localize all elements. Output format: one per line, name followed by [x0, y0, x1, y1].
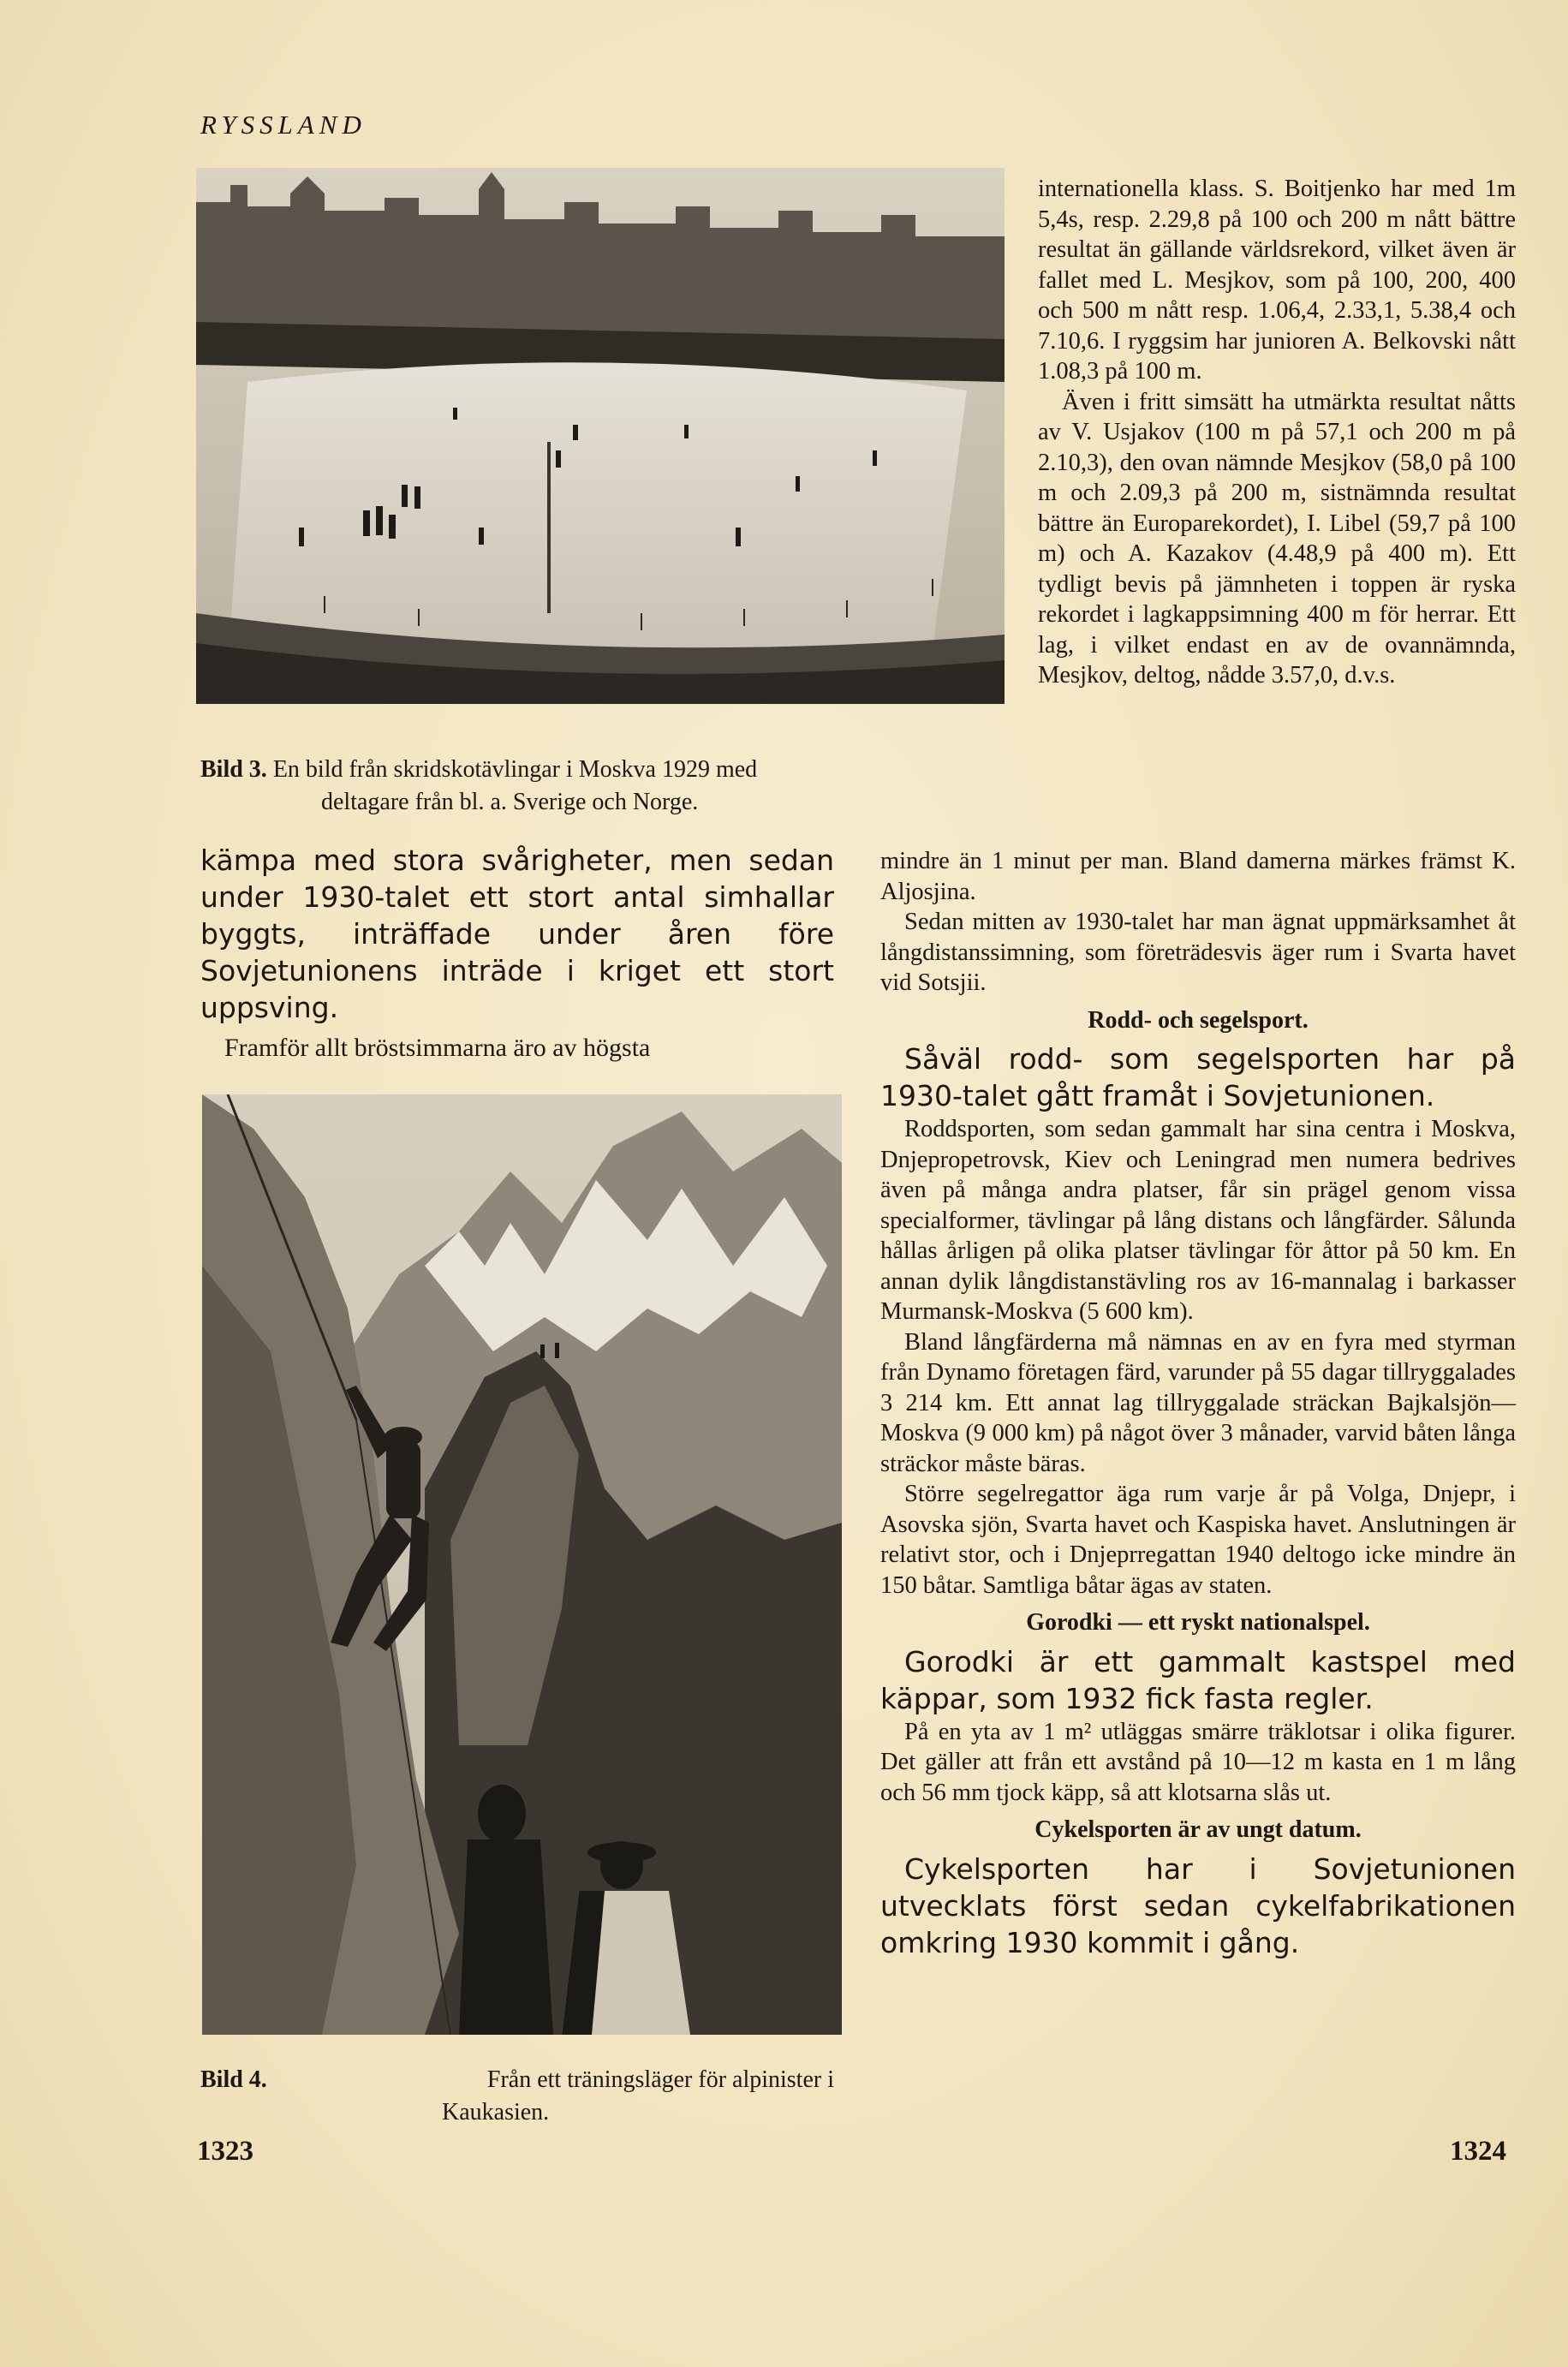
photo-alpinists [202, 1094, 842, 2035]
right-column-upper [1038, 174, 1516, 691]
photo-skating-rink [196, 168, 1005, 704]
distance-paragraph: Sedan mitten av 1930-talet har man ägnat uppmärksamhet åt långdistanssimning, som företrädesvis äger rum i Svarta havet vid Sotsjii. [880, 909, 1516, 996]
caption-bild-4-text: Från ett träningsläger för alpinister i [486, 2066, 834, 2093]
swim-paragraph: internationella klass. S. Boitjenko har med 1m 5,4s, resp. 2.29,8 på 100 och 200 m nått bättre resultat än gällande världsrekord, vilket även är fallet med L. Mesjkov, som på 100, 200, 400 och 500 m nått resp. 1.06,4, 2.33,1, 5.38,4 och 7.10,6. I ryggsim har junioren A. Belkovski nått 1.08,3 på 100 m. [1038, 176, 1516, 385]
heading-gorodki: Gorodki — ett ryskt nationalspel. [1026, 1609, 1370, 1636]
caption-bild-3-line2: deltagare från bl. a. Sverige och Norge. [321, 789, 699, 815]
left-paragraph-next-line: Framför allt bröstsimmarna äro av högsta [224, 1034, 651, 1062]
running-header: RYSSLAND [200, 110, 367, 140]
caption-bild-3-label: Bild 3. [200, 756, 267, 783]
gorodki-lead: Gorodki är ett gammalt kastspel med käppar, som 1932 fick fasta regler. [880, 1644, 1516, 1715]
rodd-lead: Såväl rodd- som segelsporten har på 1930-talet gått framåt i Sovjetunionen. [880, 1042, 1516, 1112]
caption-bild-4-line2: Kaukasien. [442, 2099, 550, 2126]
alpinists-image [202, 1094, 842, 2035]
left-column-text [200, 842, 834, 1065]
right-column-lower [880, 846, 1516, 1961]
freestyle-paragraph: Även i fritt simsätt ha utmärkta resultat nåtts av V. Usjakov (100 m på 57,1 och 200 m på 2.10,3), den ovan nämnde Mesjkov (58,0 på 100 m och 2.09,3 på 200 m, sistnämnda resultat bättre än Europarekordet), I. Libel (59,7 på 100 m) och A. Kazakov (4.48,9 på 400 m). Ett tydligt bevis på jämnheten i toppen är ryska rekordet i lagkappsimning 400 m för herrar. Ett lag, i vilket endast en av de ovannämnda, Mesjkov, deltog, nådde 3.57,0, d.v.s. [1038, 388, 1516, 689]
page-number-right: 1324 [1450, 2136, 1506, 2167]
left-paragraph-continuation: kämpa med stora svårigheter, men sedan under 1930-talet ett stort antal simhallar byggts, inträffade under åren före Sovjetunionens inträde i kriget ett stort uppsving. [200, 844, 834, 1024]
rodd-paragraph-3: Större segelregattor äga rum varje år på Volga, Dnjepr, i Asovska sjön, Svarta havet och Kaspiska havet. Anslutningen är relativt stor, och i Dnjeprregattan 1940 deltogo icke mindre än 150 båtar. Samtliga båtar ägas av staten. [880, 1481, 1516, 1599]
heading-cykel: Cykelsporten är av ungt datum. [1034, 1816, 1362, 1843]
cykel-lead: Cykelsporten har i Sovjetunionen utvecklats först sedan cykelfabrikationen omkring 1930 kommit i gång. [880, 1851, 1516, 1959]
rodd-paragraph-2: Bland långfärderna må nämnas en av en fyra med styrman från Dynamo företagen färd, varunder på 55 dagar tillryggalades 3 214 km. Ett annat lag tillryggalade sträckan Bajkalsjön—Moskva (9 000 km) på något över 3 månader, varvid båten långa sträckor måste bäras. [880, 1328, 1516, 1477]
skating-rink-image [196, 168, 1005, 704]
heading-rodd: Rodd- och segelsport. [1088, 1006, 1309, 1034]
caption-bild-3-text: En bild från skridskotävlingar i Moskva 1929 med [272, 756, 758, 783]
caption-bild-3 [200, 754, 997, 819]
freestyle-continuation: mindre än 1 minut per man. Bland damerna märkes främst K. Aljosjina. [880, 848, 1516, 905]
caption-bild-3-line1 [200, 754, 997, 786]
gorodki-paragraph-1: På en yta av 1 m² utläggas smärre träklotsar i olika figurer. Det gäller att från ett avstånd på 10—12 m kasta en 1 m lång och 56 mm tjock käpp, så att klotsarna slås ut. [880, 1718, 1516, 1806]
caption-bild-4-label: Bild 4. [200, 2066, 267, 2093]
caption-bild-4 [200, 2064, 834, 2129]
page-number-left: 1323 [197, 2136, 253, 2167]
caption-bild-4-line1 [200, 2064, 834, 2096]
rodd-paragraph-1: Roddsporten, som sedan gammalt har sina centra i Moskva, Dnjepropetrovsk, Kiev och Leningrad men numera bedrives även på många andra platser, får sin prägel genom vissa specialformer, tävlingar på lång distans och långfärder. Sålunda hållas årligen på olika platser tävlingar för åttor på 50 km. En annan dylik långdistanstävling ros av 16-mannalag i barkasser Murmansk-Moskva (5 600 km). [880, 1116, 1516, 1325]
